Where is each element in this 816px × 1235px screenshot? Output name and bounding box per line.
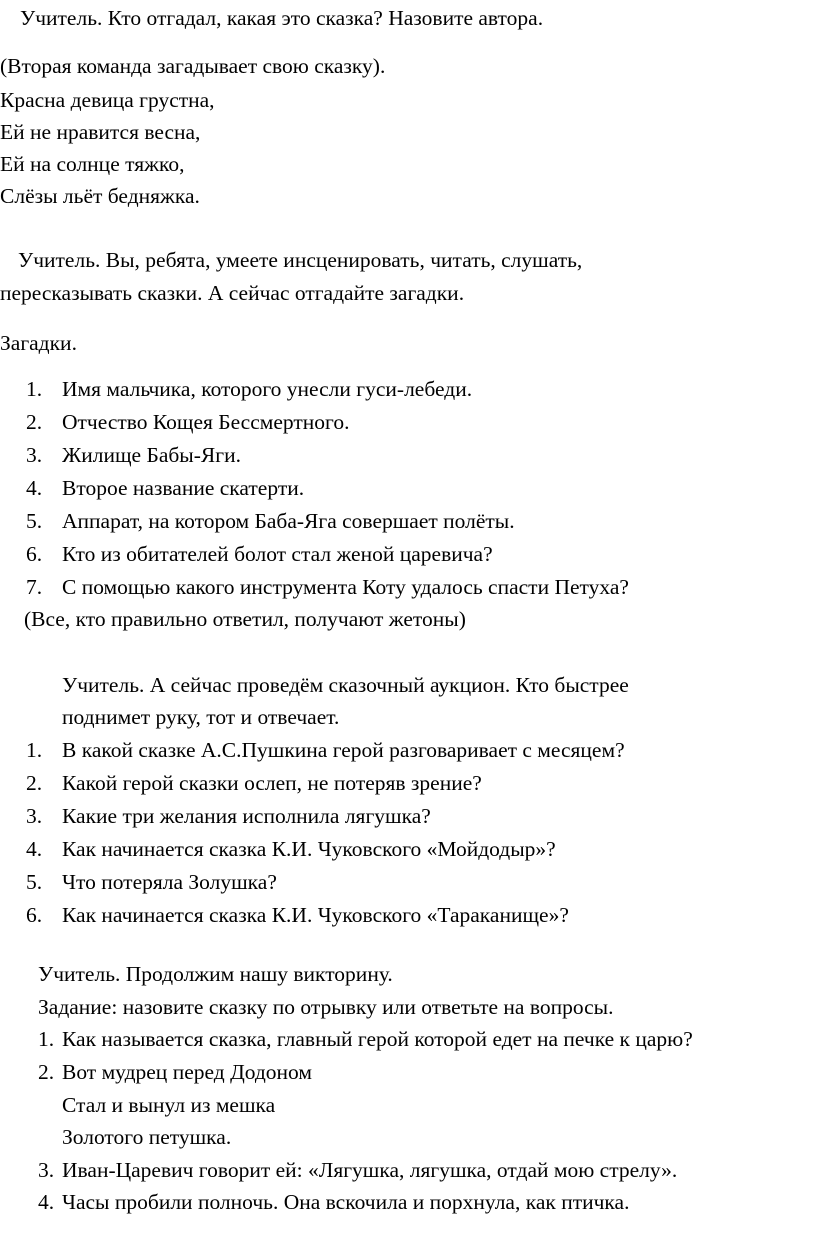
riddle-number: 1. xyxy=(26,377,43,401)
quiz-text: Иван-Царевич говорит ей: «Лягушка, лягушка, отдай мою стрелу». xyxy=(62,1158,678,1182)
teacher-riddles-line-1: Учитель. Вы, ребята, умеете инсценировать, читать, слушать, xyxy=(18,248,583,272)
riddle-text: Второе название скатерти. xyxy=(62,476,305,500)
riddles-note: (Все, кто правильно ответил, получают жетоны) xyxy=(24,607,466,631)
riddles-heading: Загадки. xyxy=(0,331,77,355)
auction-line-2: поднимет руку, тот и отвечает. xyxy=(62,705,340,729)
quiz-line-1: Учитель. Продолжим нашу викторину. xyxy=(38,962,393,986)
riddle-number: 7. xyxy=(26,575,43,599)
auction-text: Что потеряла Золушка? xyxy=(62,870,277,894)
auction-number: 4. xyxy=(26,837,43,861)
auction-text: Какие три желания исполнила лягушка? xyxy=(62,804,431,828)
auction-number: 6. xyxy=(26,903,43,927)
auction-text: Как начинается сказка К.И. Чуковского «Тараканище»? xyxy=(62,903,569,927)
riddle-text: Аппарат, на котором Баба-Яга совершает полёты. xyxy=(62,509,515,533)
riddle-number: 4. xyxy=(26,476,43,500)
poem-line-1: Красна девица грустна, xyxy=(0,88,215,112)
auction-text: Какой герой сказки ослеп, не потеряв зрение? xyxy=(62,771,482,795)
riddle-text: Жилище Бабы-Яги. xyxy=(62,443,241,467)
quiz-line-2: Задание: назовите сказку по отрывку или ответьте на вопросы. xyxy=(38,995,614,1019)
quiz-text: Вот мудрец перед Додоном xyxy=(62,1060,313,1084)
teacher-question: Учитель. Кто отгадал, какая это сказка? Назовите автора. xyxy=(20,6,544,30)
auction-number: 5. xyxy=(26,870,43,894)
quiz-text: Часы пробили полночь. Она вскочила и порхнула, как птичка. xyxy=(62,1190,630,1214)
team-note: (Вторая команда загадывает свою сказку). xyxy=(0,54,386,78)
riddle-number: 3. xyxy=(26,443,43,467)
riddle-number: 5. xyxy=(26,509,43,533)
riddle-text: Отчество Кощея Бессмертного. xyxy=(62,410,350,434)
quiz-number: 1. xyxy=(38,1027,55,1051)
poem-line-4: Слёзы льёт бедняжка. xyxy=(0,184,200,208)
auction-text: Как начинается сказка К.И. Чуковского «Мойдодыр»? xyxy=(62,837,556,861)
auction-number: 2. xyxy=(26,771,43,795)
auction-number: 1. xyxy=(26,738,43,762)
quiz-number: 3. xyxy=(38,1158,55,1182)
quiz-number: 2. xyxy=(38,1060,55,1084)
poem-line-3: Ей на солнце тяжко, xyxy=(0,152,185,176)
riddle-text: Имя мальчика, которого унесли гуси-лебеди. xyxy=(62,377,473,401)
auction-text: В какой сказке А.С.Пушкина герой разговаривает с месяцем? xyxy=(62,738,625,762)
riddle-text: С помощью какого инструмента Коту удалось спасти Петуха? xyxy=(62,575,629,599)
auction-line-1: Учитель. А сейчас проведём сказочный аукцион. Кто быстрее xyxy=(62,673,629,697)
quiz-text: Золотого петушка. xyxy=(62,1125,232,1149)
auction-number: 3. xyxy=(26,804,43,828)
riddle-text: Кто из обитателей болот стал женой царевича? xyxy=(62,542,493,566)
poem-line-2: Ей не нравится весна, xyxy=(0,120,201,144)
riddle-number: 6. xyxy=(26,542,43,566)
quiz-text: Как называется сказка, главный герой которой едет на печке к царю? xyxy=(62,1027,693,1051)
quiz-text: Стал и вынул из мешка xyxy=(62,1093,276,1117)
teacher-riddles-line-2: пересказывать сказки. А сейчас отгадайте загадки. xyxy=(0,281,465,305)
riddle-number: 2. xyxy=(26,410,43,434)
quiz-number: 4. xyxy=(38,1190,55,1214)
